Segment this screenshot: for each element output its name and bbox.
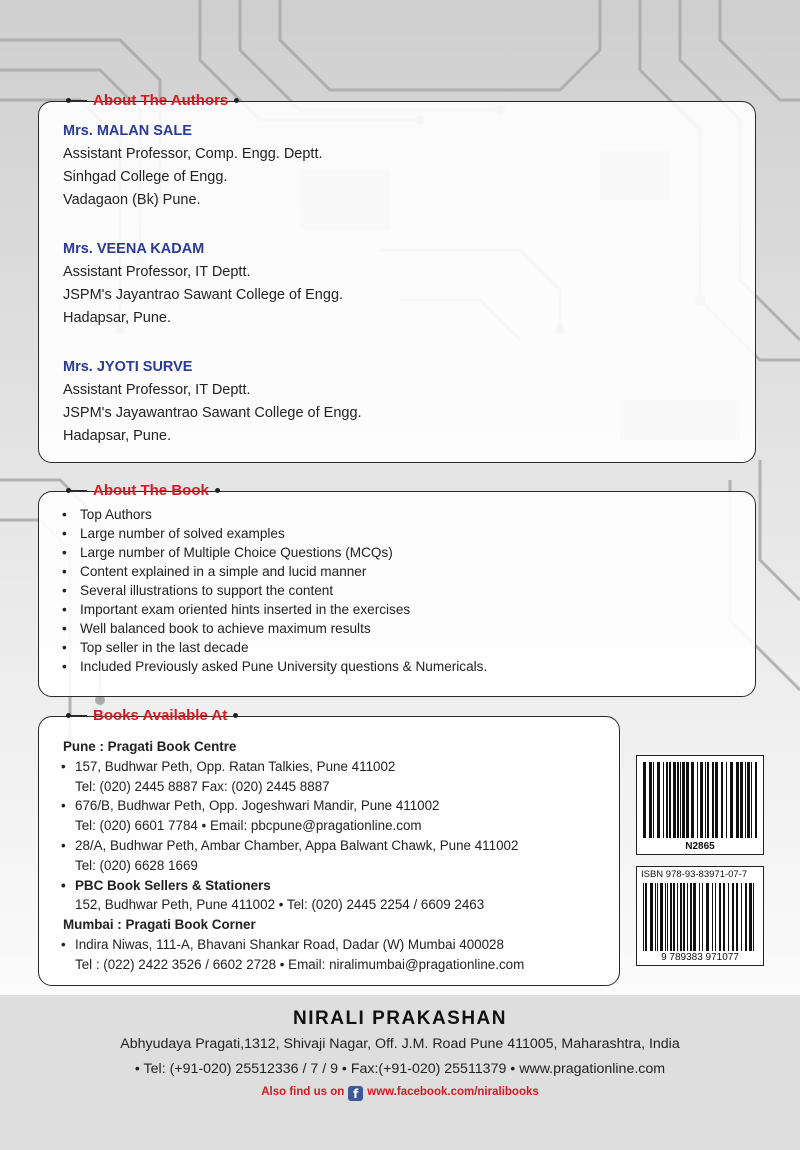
barcode-bar xyxy=(673,883,675,951)
barcode-bar xyxy=(712,762,714,838)
author-detail: Hadapsar, Pune. xyxy=(63,428,172,444)
barcode-bar xyxy=(690,883,692,951)
barcode-bar xyxy=(683,883,685,951)
store-address: • 676/B, Budhwar Peth, Opp. Jogeshwari Mandir, Pune 411002 xyxy=(63,796,703,816)
barcode-bar xyxy=(715,762,718,838)
barcode-bar xyxy=(649,762,652,838)
list-item: • Several illustrations to support the content xyxy=(60,581,487,600)
store-address: • Indira Niwas, 111-A, Bhavani Shankar Road, Dadar (W) Mumbai 400028 xyxy=(63,935,703,955)
barcode-bar xyxy=(643,762,646,838)
list-item: • Large number of solved examples xyxy=(60,524,487,543)
heading-rule-left xyxy=(71,100,87,102)
facebook-icon: f xyxy=(348,1086,363,1101)
barcode-bar xyxy=(643,883,644,951)
facebook-prefix: Also find us on xyxy=(261,1086,345,1098)
store-address: 152, Budhwar Peth, Pune 411002 • Tel: (020) 2445 2254 / 6609 2463 xyxy=(75,897,485,913)
barcode-bar xyxy=(747,762,750,838)
book-heading xyxy=(66,482,220,499)
barcode-bar xyxy=(705,762,706,838)
store-group-title: Mumbai : Pragati Book Corner xyxy=(63,917,256,933)
barcode-bar xyxy=(699,883,700,951)
publisher-address: Abhyudaya Pragati,1312, Shivaji Nagar, Off. J.M. Road Pune 411005, Maharashtra, India xyxy=(120,1036,680,1052)
barcode-bar xyxy=(680,883,682,951)
barcode-bar xyxy=(740,762,743,838)
list-item: • Content explained in a simple and lucid manner xyxy=(60,562,487,581)
author-detail: Assistant Professor, IT Deptt. xyxy=(63,264,251,280)
author-block-3 xyxy=(63,356,663,448)
barcode-bar xyxy=(702,883,703,951)
authors-heading xyxy=(66,92,239,109)
isbn-text: ISBN 978-93-83971-07-7 xyxy=(641,869,748,880)
store-contact: Tel: (020) 6628 1669 xyxy=(75,857,198,873)
barcode-bar xyxy=(749,883,752,951)
heading-dot-right xyxy=(234,98,239,103)
author-detail: Hadapsar, Pune. xyxy=(63,310,172,326)
author-detail: Vadagaon (Bk) Pune. xyxy=(63,192,201,208)
heading-rule-left xyxy=(71,715,87,717)
barcode-bar xyxy=(730,762,733,838)
barcode-bar xyxy=(721,762,723,838)
barcode-bar xyxy=(667,883,668,951)
publisher-name: NIRALI PRAKASHAN xyxy=(293,1008,507,1029)
authors-heading-text: About The Authors xyxy=(93,92,229,109)
barcode-bar xyxy=(728,883,729,951)
barcode-bar xyxy=(732,883,734,951)
barcode-bar xyxy=(686,762,689,838)
store-list xyxy=(63,737,703,975)
barcode-bar xyxy=(753,883,754,951)
store-contact: Tel: (020) 2445 8887 Fax: (020) 2445 8887 xyxy=(75,778,330,794)
barcode-bar xyxy=(666,762,668,838)
author-detail: JSPM's Jayawantrao Sawant College of Engg. xyxy=(63,405,362,421)
barcode-bar xyxy=(706,883,709,951)
barcode-bar xyxy=(755,762,757,838)
heading-dot-right xyxy=(215,488,220,493)
barcode-bar xyxy=(663,762,664,838)
barcode-bar xyxy=(751,762,752,838)
barcode-bar xyxy=(660,883,663,951)
store-group-title: Pune : Pragati Book Centre xyxy=(63,739,237,754)
author-name: Mrs. JYOTI SURVE xyxy=(63,359,193,375)
barcode-bar xyxy=(736,883,738,951)
barcode-bar xyxy=(723,883,725,951)
list-item: • Top Authors xyxy=(60,505,487,524)
store-group-title: • PBC Book Sellers & Stationers xyxy=(63,876,703,896)
product-barcode xyxy=(636,755,764,855)
store-address: • 28/A, Budhwar Peth, Ambar Chamber, Appa Balwant Chawk, Pune 411002 xyxy=(63,836,703,856)
barcode-bar xyxy=(670,883,672,951)
author-detail: Assistant Professor, IT Deptt. xyxy=(63,382,251,398)
list-item: • Included Previously asked Pune University questions & Numericals. xyxy=(60,657,487,676)
barcode-bar xyxy=(673,762,676,838)
barcode-bar xyxy=(653,762,654,838)
barcode-bar xyxy=(657,762,660,838)
store-contact: Tel: (020) 6601 7784 • Email: pbcpune@pragationline.com xyxy=(75,818,422,834)
book-features-list xyxy=(60,505,487,676)
author-name: Mrs. VEENA KADAM xyxy=(63,241,205,257)
store-address: • 157, Budhwar Peth, Opp. Ratan Talkies, Pune 411002 xyxy=(63,757,703,777)
author-detail: JSPM's Jayantrao Sawant College of Engg. xyxy=(63,287,344,303)
ean-digits: 9 789383 971077 xyxy=(661,952,739,963)
barcode-bar xyxy=(693,883,696,951)
barcode-bar xyxy=(687,883,688,951)
store-contact: Tel : (022) 2422 3526 / 6602 2728 • Email: niralimumbai@pragationline.com xyxy=(75,956,525,972)
barcode-bar xyxy=(726,762,727,838)
facebook-link[interactable]: www.facebook.com/niralibooks xyxy=(367,1086,539,1098)
barcode-bar xyxy=(680,762,681,838)
isbn-bars-icon xyxy=(637,867,763,965)
barcode-bar xyxy=(700,762,703,838)
barcode-bar xyxy=(745,762,746,838)
publisher-contact: • Tel: (+91-020) 25512336 / 7 / 9 • Fax:(+91-020) 25511379 • www.pragationline.com xyxy=(134,1061,666,1077)
barcode-bar xyxy=(712,883,713,951)
barcode-bar xyxy=(707,762,709,838)
barcode-bar xyxy=(650,883,653,951)
author-block-2 xyxy=(63,238,663,330)
barcode-bar xyxy=(665,883,666,951)
list-item: • Top seller in the last decade xyxy=(60,638,487,657)
barcode-code: N2865 xyxy=(685,841,715,852)
heading-dot-right xyxy=(233,713,238,718)
isbn-barcode xyxy=(636,866,764,966)
barcode-bar xyxy=(741,883,742,951)
author-detail: Assistant Professor, Comp. Engg. Deptt. xyxy=(63,146,323,162)
author-detail: Sinhgad College of Engg. xyxy=(63,169,228,185)
list-item: • Well balanced book to achieve maximum results xyxy=(60,619,487,638)
list-item: • Large number of Multiple Choice Questions (MCQs) xyxy=(60,543,487,562)
barcode-bar xyxy=(657,883,658,951)
barcode-bar xyxy=(719,883,721,951)
list-item: • Important exam oriented hints inserted in the exercises xyxy=(60,600,487,619)
barcode-bar xyxy=(677,883,678,951)
barcode-bar xyxy=(697,762,698,838)
barcode-bar xyxy=(645,883,647,951)
stores-heading-text: Books Available At xyxy=(93,707,228,724)
book-heading-text: About The Book xyxy=(93,482,209,499)
barcode-bar xyxy=(682,762,685,838)
barcode-bar xyxy=(715,883,716,951)
barcode-bars-icon xyxy=(637,756,763,854)
stores-heading xyxy=(66,707,238,724)
barcode-bar xyxy=(745,883,747,951)
barcode-bar xyxy=(655,883,656,951)
author-block-1 xyxy=(63,120,663,212)
author-name: Mrs. MALAN SALE xyxy=(63,123,192,139)
facebook-line xyxy=(0,1086,800,1101)
barcode-bar xyxy=(677,762,679,838)
barcode-bar xyxy=(736,762,739,838)
heading-rule-left xyxy=(71,490,87,492)
barcode-bar xyxy=(691,762,694,838)
barcode-bar xyxy=(669,762,671,838)
